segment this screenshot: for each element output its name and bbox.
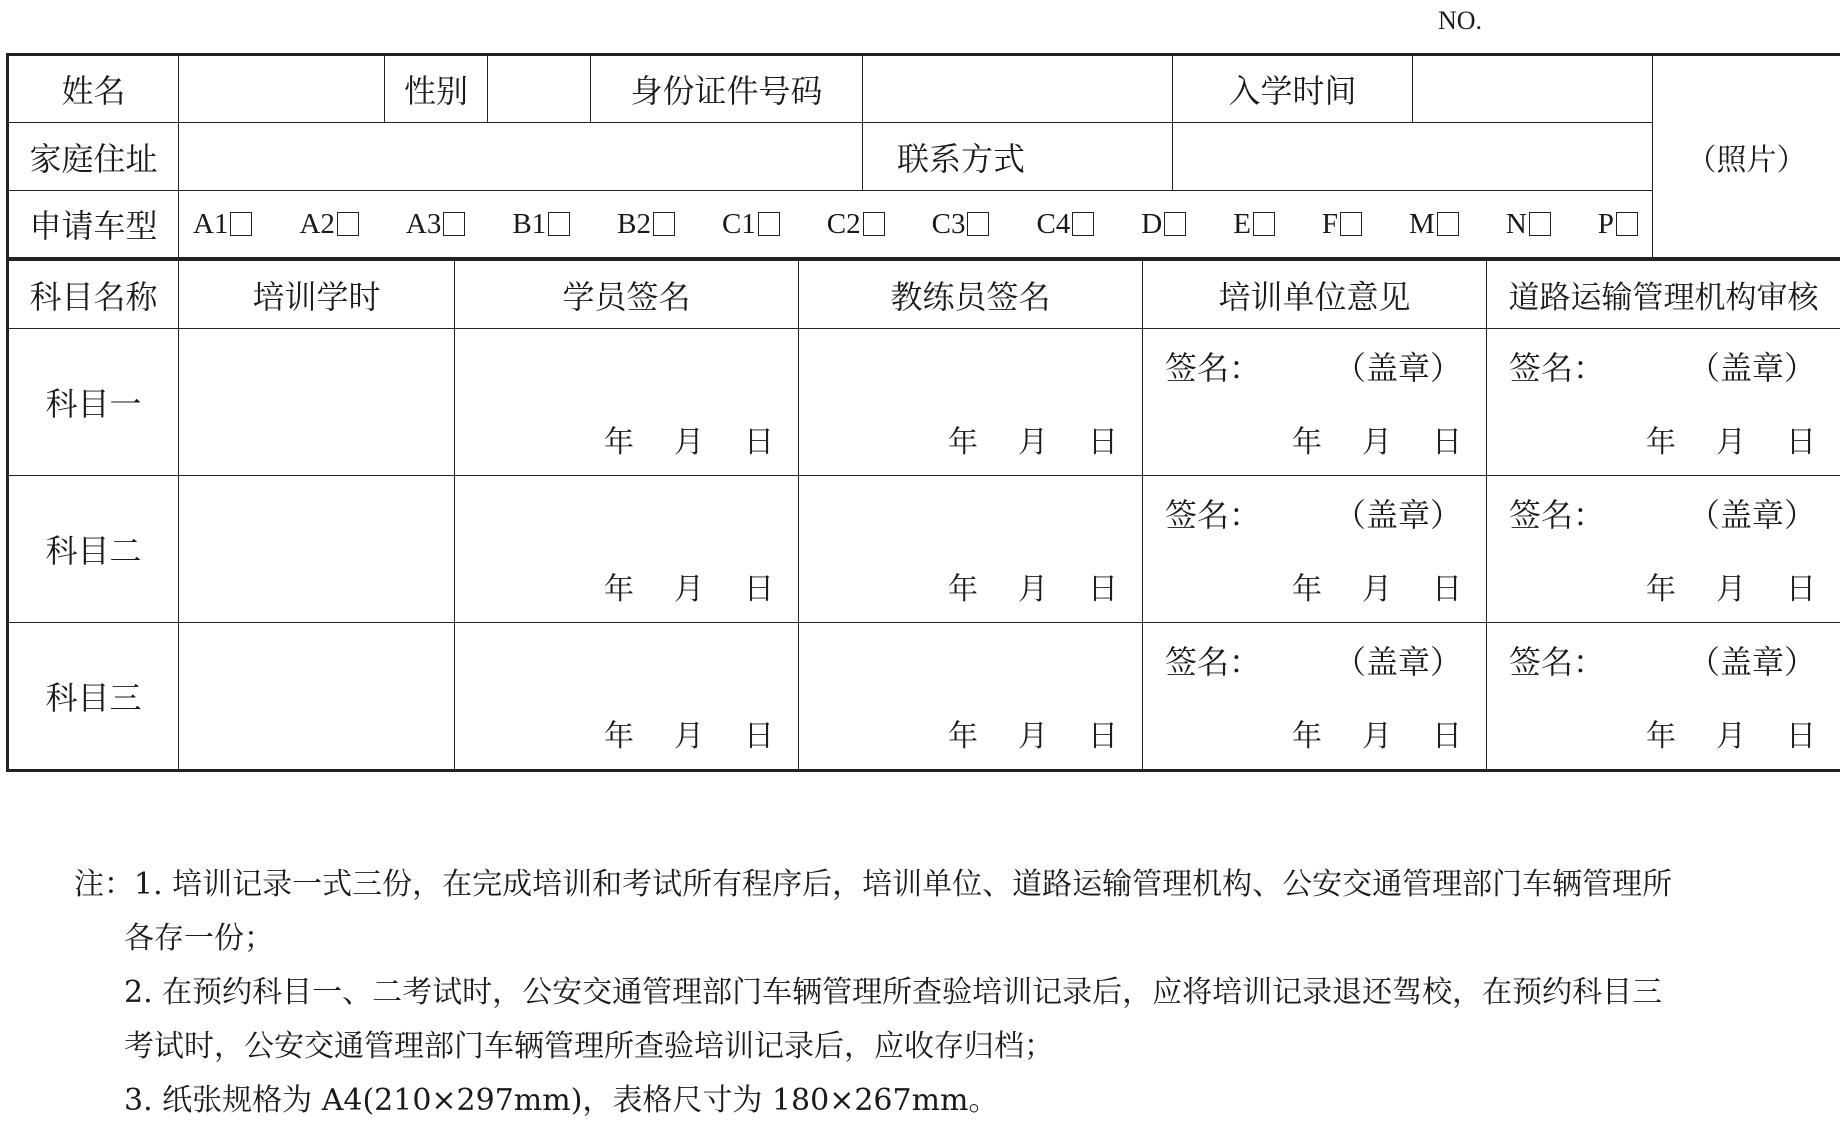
checkbox[interactable] [1529,212,1551,236]
vehicle-option-b2[interactable] [617,208,675,241]
vehicle-option-label: A1 [193,208,228,241]
vehicle-option-label: A3 [406,208,441,241]
note-1-line-2: 各存一份； [74,912,1834,966]
checkbox[interactable] [443,212,465,236]
checkbox[interactable] [967,212,989,236]
name-field[interactable] [179,55,385,123]
vehicle-option-a2[interactable] [299,208,358,241]
note-3: 3. 纸张规格为 A4(210×297mm)，表格尺寸为 180×267mm。 [74,1074,1834,1128]
date-line[interactable] [1292,711,1462,755]
subject-row [8,476,1840,623]
checkbox[interactable] [1253,212,1275,236]
year-label: 年 [948,719,978,754]
month-label: 月 [1018,425,1048,460]
day-label: 日 [1088,572,1118,607]
name-label: 姓名 [8,55,179,123]
seal-label: （盖章） [1334,637,1462,683]
year-label: 年 [948,572,978,607]
year-label: 年 [604,572,634,607]
date-line[interactable] [1292,564,1462,608]
day-label: 日 [1786,425,1816,460]
address-field[interactable] [179,123,863,191]
day-label: 日 [1432,572,1462,607]
checkbox[interactable] [1437,212,1459,236]
year-label: 年 [1646,425,1676,460]
month-label: 月 [1716,572,1746,607]
day-label: 日 [744,719,774,754]
year-label: 年 [1292,719,1322,754]
vehicle-type-options [179,191,1653,259]
checkbox[interactable] [337,212,359,236]
seal-label: （盖章） [1688,637,1816,683]
date-line[interactable] [1646,711,1816,755]
vehicle-type-label: 申请车型 [8,191,179,259]
checkbox[interactable] [1072,212,1094,236]
instructor-signature-cell[interactable] [799,476,1143,623]
transport-authority-review-cell[interactable] [1487,623,1840,771]
info-table [6,53,1840,260]
student-signature-cell[interactable] [455,329,799,476]
student-signature-cell[interactable] [455,623,799,771]
subject-name: 科目一 [8,329,179,476]
day-label: 日 [1088,719,1118,754]
vehicle-option-n[interactable] [1506,208,1551,241]
training-unit-opinion-cell[interactable] [1143,329,1487,476]
month-label: 月 [1018,572,1048,607]
checkbox[interactable] [230,212,252,236]
seal-label: （盖章） [1688,490,1816,536]
signature-label: 签名： [1509,490,1605,536]
transport-authority-review-cell[interactable] [1487,329,1840,476]
vehicle-option-label: F [1322,208,1338,241]
day-label: 日 [1786,719,1816,754]
form-number-label: NO. [1438,6,1482,36]
vehicle-option-c2[interactable] [827,208,885,241]
gender-label: 性别 [385,55,488,123]
date-line[interactable] [948,564,1118,608]
vehicle-option-label: C3 [932,208,966,241]
subject-row [8,623,1840,771]
vehicle-option-p[interactable] [1598,208,1638,241]
vehicle-option-label: C1 [722,208,756,241]
vehicle-option-label: N [1506,208,1527,241]
address-label: 家庭住址 [8,123,179,191]
vehicle-option-b1[interactable] [512,208,570,241]
month-label: 月 [674,425,704,460]
date-line[interactable] [948,711,1118,755]
day-label: 日 [1432,425,1462,460]
date-line[interactable] [948,417,1118,461]
day-label: 日 [1432,719,1462,754]
month-label: 月 [674,719,704,754]
photo-area[interactable]: （照片） [1653,55,1840,259]
vehicle-option-label: B2 [617,208,651,241]
day-label: 日 [1786,572,1816,607]
enrollment-date-field[interactable] [1413,55,1653,123]
checkbox[interactable] [1616,212,1638,236]
day-label: 日 [744,572,774,607]
checkbox[interactable] [653,212,675,236]
vehicle-option-c3[interactable] [932,208,990,241]
training-hours-field[interactable] [179,329,455,476]
vehicle-option-label: D [1141,208,1162,241]
seal-label: （盖章） [1688,343,1816,389]
vehicle-option-label: C4 [1036,208,1070,241]
id-number-label: 身份证件号码 [591,55,863,123]
checkbox[interactable] [1340,212,1362,236]
signature-label: 签名： [1509,343,1605,389]
column-transport-authority-review: 道路运输管理机构审核 [1487,261,1840,329]
training-hours-field[interactable] [179,623,455,771]
instructor-signature-cell[interactable] [799,623,1143,771]
subjects-table [6,260,1840,772]
transport-authority-review-cell[interactable] [1487,476,1840,623]
year-label: 年 [948,425,978,460]
year-label: 年 [1292,572,1322,607]
training-unit-opinion-cell[interactable] [1143,623,1487,771]
year-label: 年 [1646,719,1676,754]
subject-name: 科目三 [8,623,179,771]
column-subject-name: 科目名称 [8,261,179,329]
year-label: 年 [604,719,634,754]
vehicle-option-d[interactable] [1141,208,1186,241]
year-label: 年 [604,425,634,460]
vehicle-option-label: A2 [299,208,334,241]
subject-row [8,329,1840,476]
date-line[interactable] [1292,417,1462,461]
day-label: 日 [1088,425,1118,460]
vehicle-option-label: E [1233,208,1251,241]
checkbox[interactable] [1164,212,1186,236]
date-line[interactable] [604,564,774,608]
month-label: 月 [1362,572,1392,607]
training-unit-opinion-cell[interactable] [1143,476,1487,623]
date-line[interactable] [1646,564,1816,608]
month-label: 月 [1362,425,1392,460]
column-training-hours: 培训学时 [179,261,455,329]
contact-label: 联系方式 [863,123,1173,191]
subject-name: 科目二 [8,476,179,623]
note-2-line-2: 考试时，公安交通管理部门车辆管理所查验培训记录后，应收存归档； [74,1020,1834,1074]
enrollment-date-label: 入学时间 [1173,55,1413,123]
vehicle-option-f[interactable] [1322,208,1362,241]
student-signature-cell[interactable] [455,476,799,623]
month-label: 月 [1018,719,1048,754]
year-label: 年 [1646,572,1676,607]
checkbox[interactable] [548,212,570,236]
vehicle-option-e[interactable] [1233,208,1275,241]
signature-label: 签名： [1509,637,1605,683]
day-label: 日 [744,425,774,460]
note-2-line-1: 2. 在预约科目一、二考试时，公安交通管理部门车辆管理所查验培训记录后，应将培训记录退还驾校，在预约科目三 [74,966,1834,1020]
date-line[interactable] [604,417,774,461]
date-line[interactable] [604,711,774,755]
column-student-signature: 学员签名 [455,261,799,329]
seal-label: （盖章） [1334,490,1462,536]
month-label: 月 [1362,719,1392,754]
seal-label: （盖章） [1334,343,1462,389]
signature-label: 签名： [1165,490,1261,536]
vehicle-option-label: C2 [827,208,861,241]
column-instructor-signature: 教练员签名 [799,261,1143,329]
column-training-unit-opinion: 培训单位意见 [1143,261,1487,329]
checkbox[interactable] [758,212,780,236]
date-line[interactable] [1646,417,1816,461]
training-record-form [6,53,1840,772]
month-label: 月 [1716,425,1746,460]
instructor-signature-cell[interactable] [799,329,1143,476]
signature-label: 签名： [1165,637,1261,683]
year-label: 年 [1292,425,1322,460]
month-label: 月 [1716,719,1746,754]
checkbox[interactable] [863,212,885,236]
vehicle-option-c4[interactable] [1036,208,1094,241]
note-1-line-1: 注：1. 培训记录一式三份，在完成培训和考试所有程序后，培训单位、道路运输管理机构、公安交通管理部门车辆管理所 [74,858,1834,912]
notes-section [74,858,1834,1128]
month-label: 月 [674,572,704,607]
vehicle-option-a3[interactable] [406,208,465,241]
vehicle-option-label: P [1598,208,1614,241]
signature-label: 签名： [1165,343,1261,389]
training-hours-field[interactable] [179,476,455,623]
vehicle-option-a1[interactable] [193,208,252,241]
vehicle-option-label: B1 [512,208,546,241]
gender-field[interactable] [488,55,591,123]
id-number-field[interactable] [863,55,1173,123]
contact-field[interactable] [1173,123,1653,191]
vehicle-option-m[interactable] [1409,208,1459,241]
vehicle-option-label: M [1409,208,1435,241]
vehicle-option-c1[interactable] [722,208,780,241]
